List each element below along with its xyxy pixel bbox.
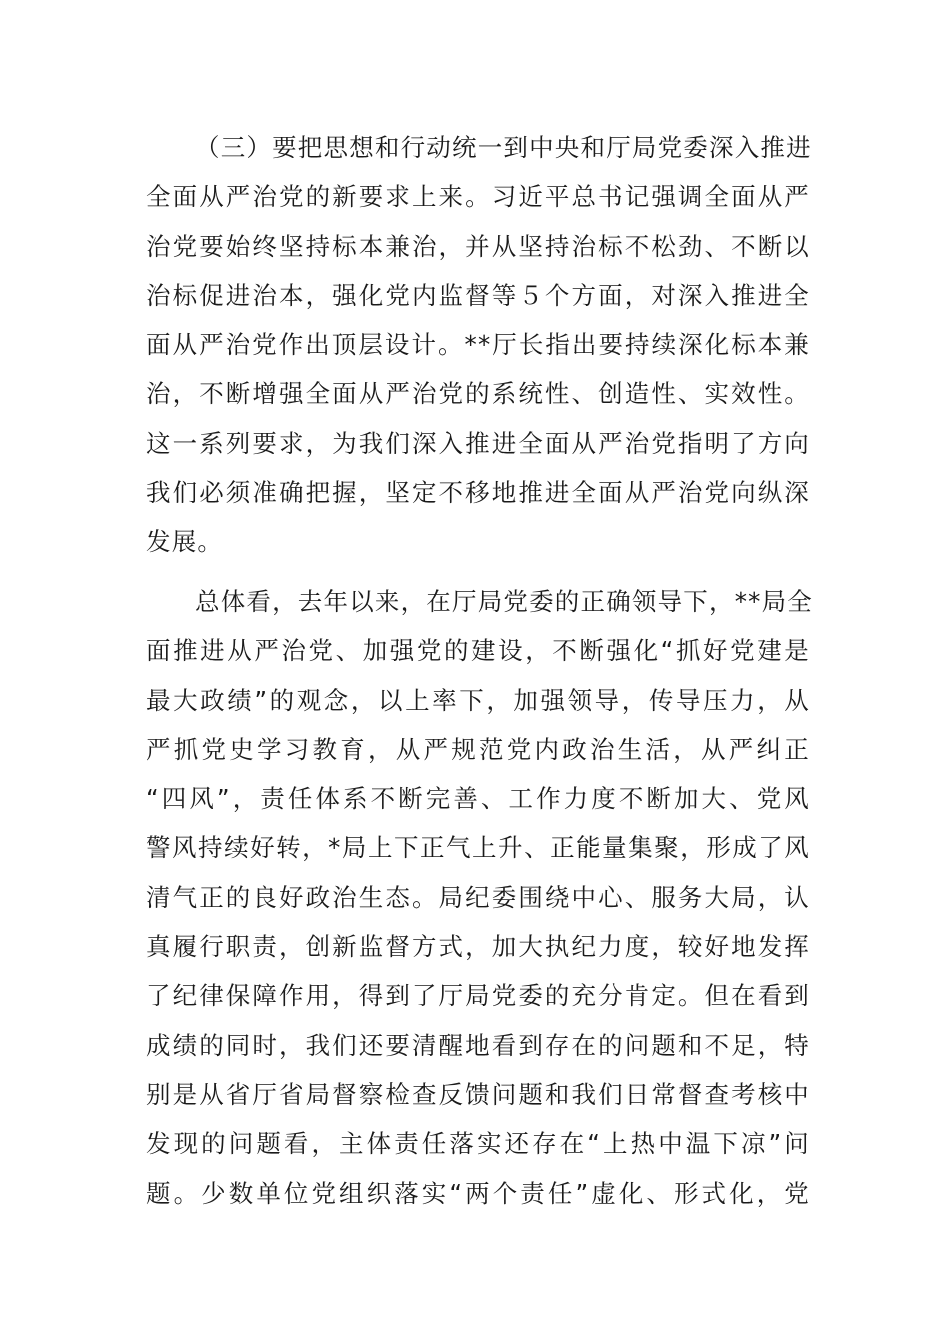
text-line: 了纪律保障作用，得到了厅局党委的充分肯定。但在看到 xyxy=(146,981,810,1011)
text-line: 真履行职责，创新监督方式，加大执纪力度，较好地发挥 xyxy=(146,932,810,962)
text-line: 治党要始终坚持标本兼治，并从坚持治标不松劲、不断以 xyxy=(146,231,810,261)
text-line: “四风”，责任体系不断完善、工作力度不断加大、党风 xyxy=(146,784,810,814)
text-line: 发现的问题看，主体责任落实还存在“上热中温下凉”问 xyxy=(146,1129,810,1159)
text-line: 我们必须准确把握，坚定不移地推进全面从严治党向纵深 xyxy=(146,478,810,508)
text-line: 面推进从严治党、加强党的建设，不断强化“抓好党建是 xyxy=(146,636,810,666)
text-line: 这一系列要求，为我们深入推进全面从严治党指明了方向 xyxy=(146,428,810,458)
paragraph-2 xyxy=(146,577,813,1218)
text-line: 警风持续好转，*局上下正气上升、正能量集聚，形成了风 xyxy=(146,833,810,863)
text-line: 总体看，去年以来，在厅局党委的正确领导下，**局全 xyxy=(195,587,813,616)
paragraph-1 xyxy=(146,123,810,567)
text-line: 题。少数单位党组织落实“两个责任”虚化、形式化，党 xyxy=(146,1178,810,1208)
text-line: 严抓党史学习教育，从严规范党内政治生活，从严纠正 xyxy=(146,734,810,764)
text-line: 清气正的良好政治生态。局纪委围绕中心、服务大局，认 xyxy=(146,882,810,912)
text-line: 发展。 xyxy=(146,527,224,557)
text-line: 面从严治党作出顶层设计。**厅长指出要持续深化标本兼 xyxy=(146,330,810,360)
text-line: （三）要把思想和行动统一到中央和厅局党委深入推进 xyxy=(195,133,812,162)
text-line: 全面从严治党的新要求上来。习近平总书记强调全面从严 xyxy=(146,182,810,212)
text-line: 成绩的同时，我们还要清醒地看到存在的问题和不足，特 xyxy=(146,1030,810,1060)
text-line: 治标促进治本，强化党内监督等５个方面，对深入推进全 xyxy=(146,280,810,310)
text-line: 别是从省厅省局督察检查反馈问题和我们日常督查考核中 xyxy=(146,1079,810,1109)
text-line: 治，不断增强全面从严治党的系统性、创造性、实效性。 xyxy=(146,379,810,409)
text-line: 最大政绩”的观念，以上率下，加强领导，传导压力，从 xyxy=(146,685,810,715)
